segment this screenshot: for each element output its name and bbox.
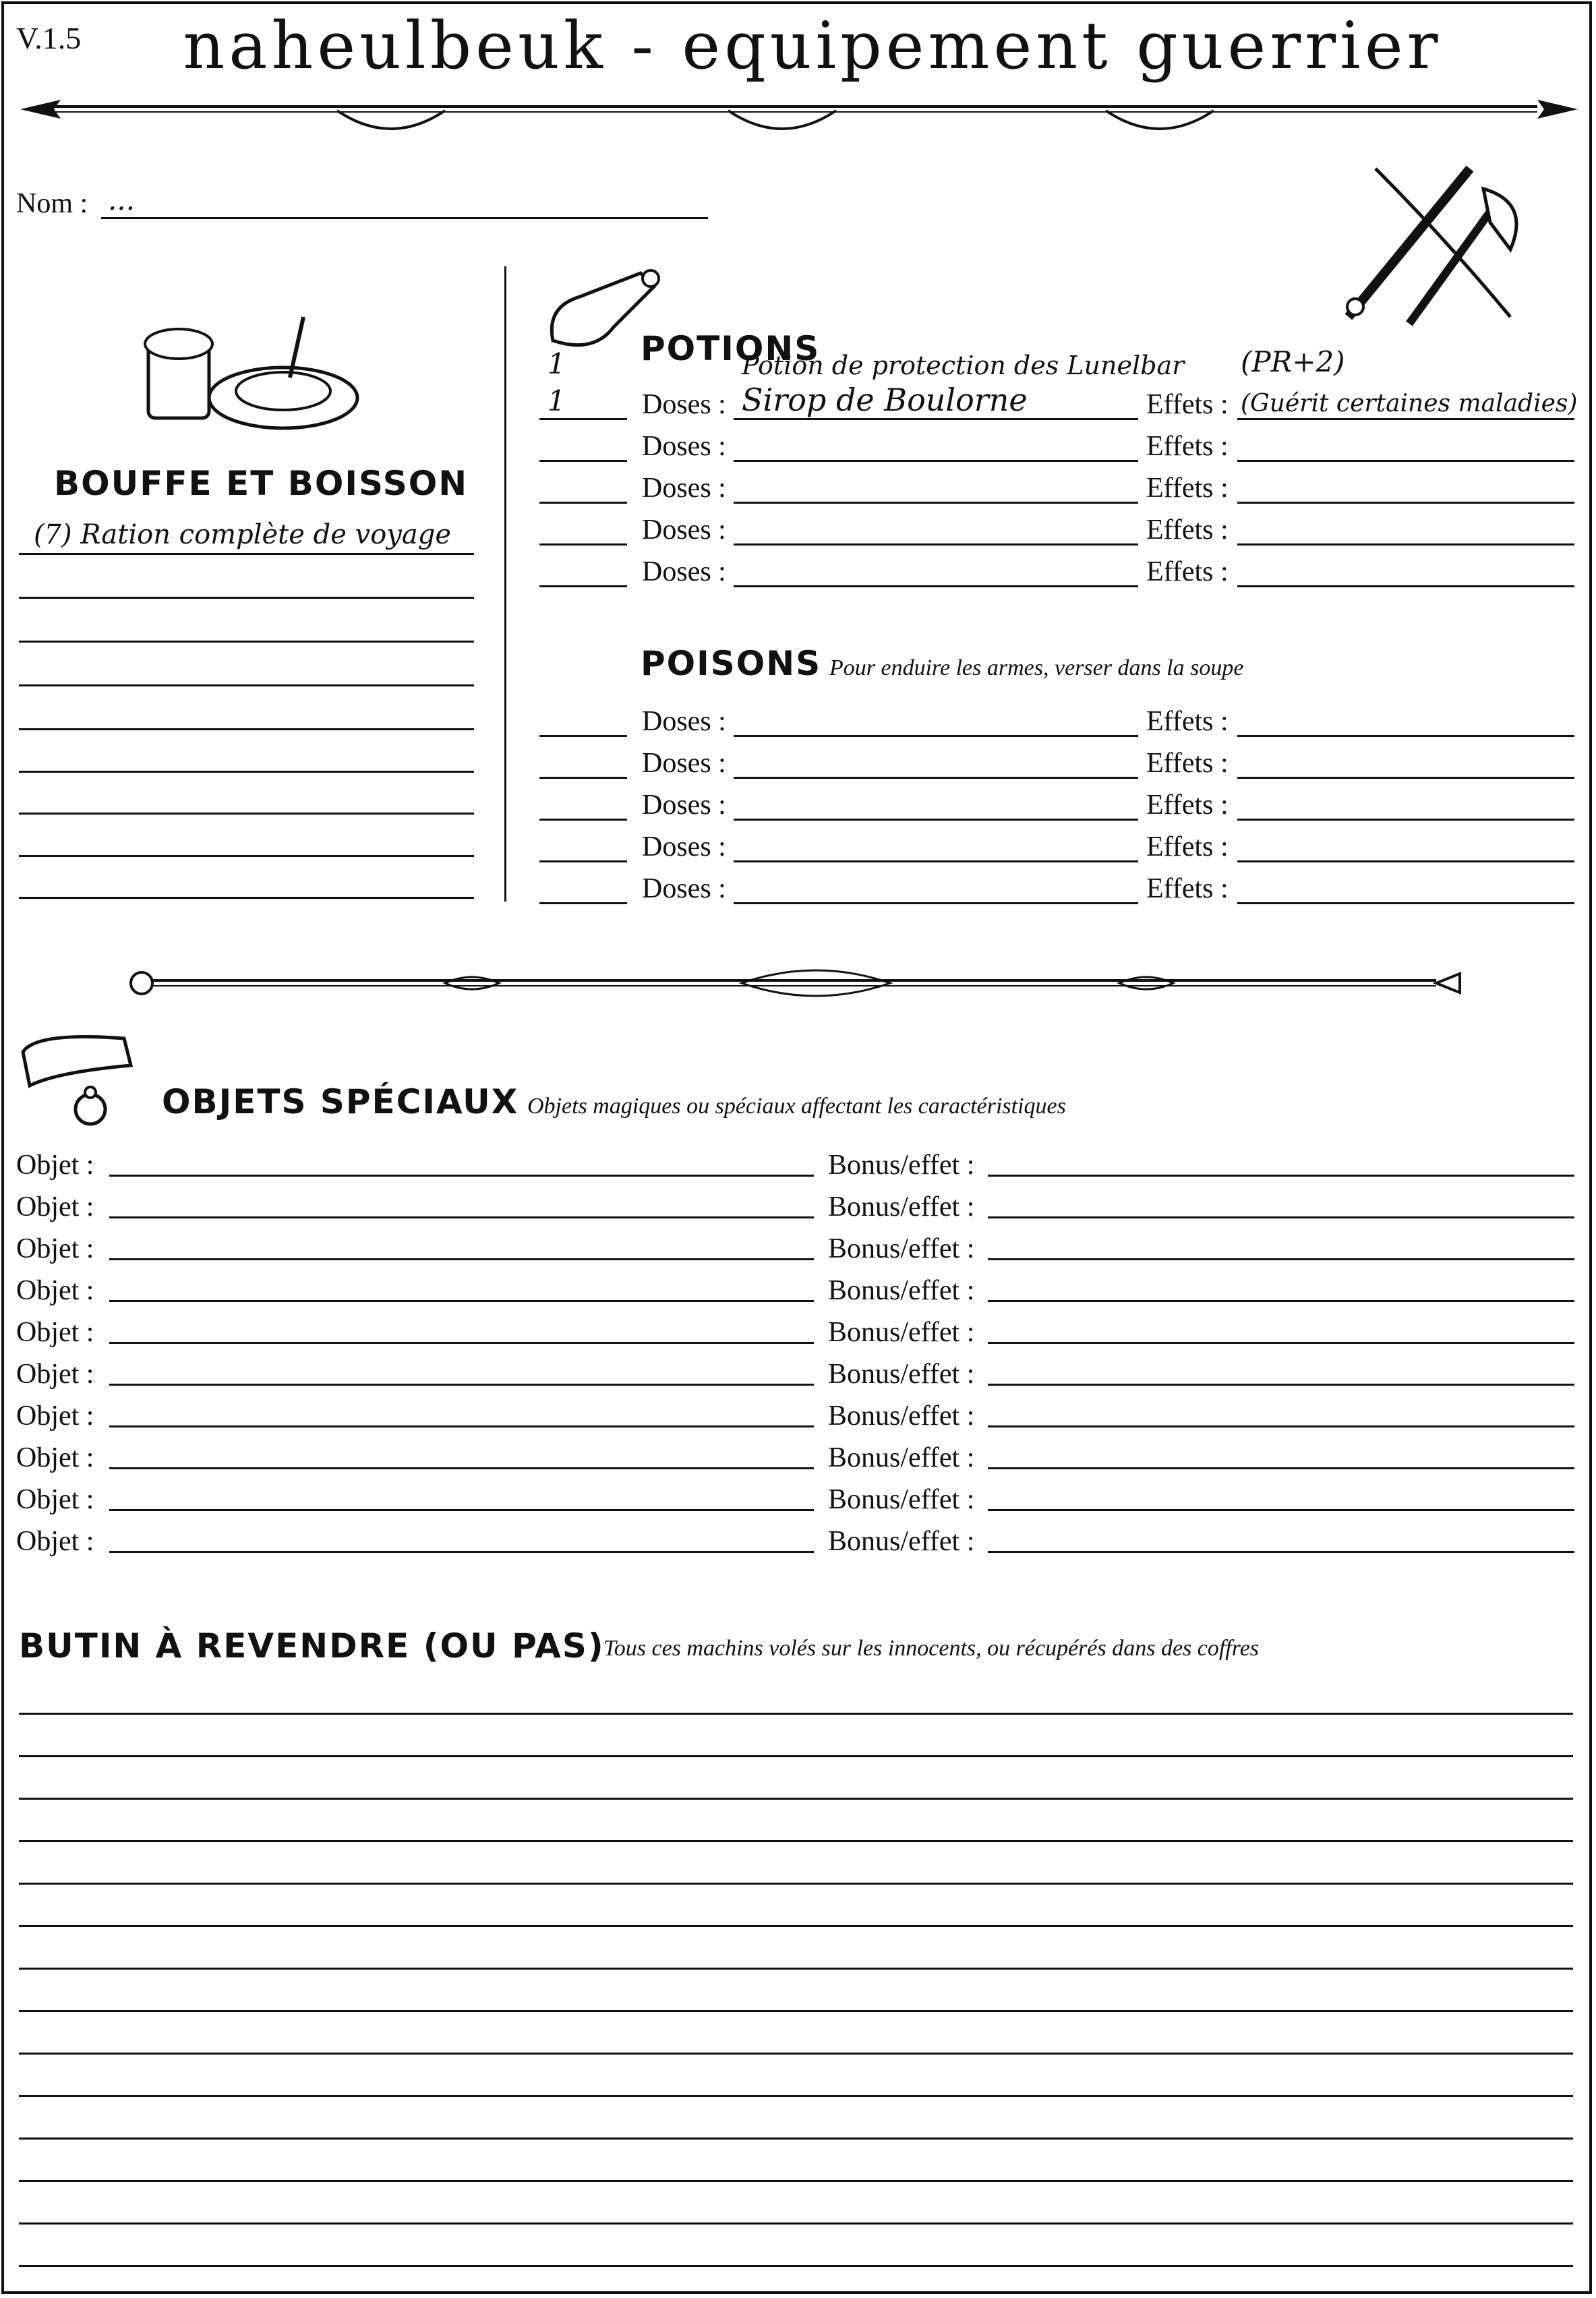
poison-name-line	[734, 902, 1138, 904]
effets-label: Effets :	[1146, 431, 1229, 462]
bonus-line	[988, 1467, 1574, 1469]
poison-effect-line	[1237, 860, 1574, 862]
poison-name-line	[734, 819, 1138, 821]
doses-label: Doses :	[642, 473, 726, 504]
butin-line	[19, 2138, 1573, 2140]
doses-label: Doses :	[642, 556, 726, 587]
doses-label: Doses :	[642, 831, 726, 862]
poison-qty-line	[539, 860, 627, 862]
poison-name-line	[734, 735, 1138, 737]
potion-qty-line	[539, 460, 627, 462]
butin-line	[19, 1925, 1573, 1927]
bonus-line	[988, 1425, 1574, 1427]
bouffe-title: BOUFFE ET BOISSON	[54, 464, 469, 503]
poison-qty-line	[539, 735, 627, 737]
butin-line	[19, 1713, 1573, 1715]
nom-line	[101, 217, 708, 219]
butin-line	[19, 1840, 1573, 1842]
doses-label: Doses :	[642, 389, 726, 420]
bonus-label: Bonus/effet :	[828, 1401, 975, 1432]
weapons-icon	[1335, 155, 1531, 337]
potions-title: POTIONS	[641, 329, 821, 368]
objet-label: Objet :	[16, 1150, 94, 1181]
objet-label: Objet :	[16, 1401, 94, 1432]
potion-effect-1[interactable]: (PR+2)	[1241, 345, 1345, 378]
potion-effect-line	[1237, 460, 1574, 462]
butin-line	[19, 2053, 1573, 2055]
objet-line	[109, 1551, 814, 1553]
effets-label: Effets :	[1146, 556, 1229, 587]
bouffe-line	[19, 597, 474, 599]
bouffe-line	[19, 813, 474, 815]
potion-name-line	[734, 585, 1138, 587]
doses-label: Doses :	[642, 748, 726, 779]
butin-line	[19, 1798, 1573, 1800]
potion-qty-1[interactable]: 1	[548, 347, 566, 380]
butin-line	[19, 1968, 1573, 1970]
objet-line	[109, 1384, 814, 1386]
potion-effect-line	[1237, 502, 1574, 504]
poison-effect-line	[1237, 902, 1574, 904]
potion-qty-line	[539, 418, 627, 420]
objet-line	[109, 1467, 814, 1469]
bonus-line	[988, 1175, 1574, 1177]
objet-line	[109, 1258, 814, 1260]
bonus-label: Bonus/effet :	[828, 1359, 975, 1390]
objet-label: Objet :	[16, 1317, 94, 1348]
poison-effect-line	[1237, 819, 1574, 821]
objet-line	[109, 1509, 814, 1511]
food-icon	[135, 303, 364, 438]
potion-name-line	[734, 502, 1138, 504]
effets-label: Effets :	[1146, 831, 1229, 862]
potion-effect-2[interactable]: (Guérit certaines maladies)	[1241, 390, 1578, 417]
objet-label: Objet :	[16, 1191, 94, 1222]
objet-label: Objet :	[16, 1359, 94, 1390]
butin-subtitle: Tous ces machins volés sur les innocents, ou récupérés dans des coffres	[603, 1636, 1260, 1661]
objet-line	[109, 1175, 814, 1177]
poison-qty-line	[539, 902, 627, 904]
bouffe-line	[19, 641, 474, 643]
bonus-label: Bonus/effet :	[828, 1484, 975, 1515]
doses-label: Doses :	[642, 873, 726, 904]
poison-name-line	[734, 777, 1138, 779]
staff-divider-icon	[121, 958, 1463, 1005]
potion-qty-2[interactable]: 1	[548, 384, 566, 417]
bonus-label: Bonus/effet :	[828, 1526, 975, 1557]
potion-name-1[interactable]: Potion de protection des Lunelbar	[742, 351, 1185, 380]
nom-value[interactable]: ...	[108, 183, 136, 216]
effets-label: Effets :	[1146, 473, 1229, 504]
bonus-label: Bonus/effet :	[828, 1191, 975, 1222]
butin-line	[19, 2010, 1573, 2012]
poisons-title: POISONS	[641, 644, 822, 683]
bonus-line	[988, 1509, 1574, 1511]
bonus-line	[988, 1258, 1574, 1260]
bonus-label: Bonus/effet :	[828, 1442, 975, 1473]
bonus-line	[988, 1300, 1574, 1302]
butin-title: BUTIN À REVENDRE (OU PAS)	[19, 1626, 605, 1666]
objet-line	[109, 1300, 814, 1302]
objet-label: Objet :	[16, 1275, 94, 1306]
effets-label: Effets :	[1146, 389, 1229, 420]
bonus-label: Bonus/effet :	[828, 1233, 975, 1264]
nom-label: Nom :	[16, 188, 88, 219]
potion-name-line	[734, 543, 1138, 546]
page-title: naheulbeuk - equipement guerrier	[183, 8, 1442, 84]
potion-name-2[interactable]: Sirop de Boulorne	[742, 382, 1028, 418]
potion-name-line	[734, 418, 1138, 420]
bonus-line	[988, 1551, 1574, 1553]
poison-qty-line	[539, 777, 627, 779]
bouffe-line	[19, 897, 474, 899]
potion-effect-line	[1237, 418, 1574, 420]
butin-line	[19, 2180, 1573, 2182]
effets-label: Effets :	[1146, 514, 1229, 546]
bouffe-entry-1[interactable]: (7) Ration complète de voyage	[34, 519, 452, 550]
doses-label: Doses :	[642, 790, 726, 821]
potion-qty-line	[539, 585, 627, 587]
potion-qty-line	[539, 502, 627, 504]
objet-label: Objet :	[16, 1526, 94, 1557]
effets-label: Effets :	[1146, 706, 1229, 737]
potion-name-line	[734, 460, 1138, 462]
objet-label: Objet :	[16, 1484, 94, 1515]
objet-line	[109, 1425, 814, 1427]
column-divider	[504, 266, 506, 902]
version-label: V.1.5	[16, 21, 82, 55]
effets-label: Effets :	[1146, 748, 1229, 779]
bonus-label: Bonus/effet :	[828, 1150, 975, 1181]
bouffe-line	[19, 684, 474, 686]
doses-label: Doses :	[642, 514, 726, 546]
doses-label: Doses :	[642, 431, 726, 462]
poison-effect-line	[1237, 777, 1574, 779]
objet-label: Objet :	[16, 1442, 94, 1473]
objet-label: Objet :	[16, 1233, 94, 1264]
bonus-line	[988, 1384, 1574, 1386]
potion-effect-line	[1237, 585, 1574, 587]
scroll-ring-icon	[16, 1025, 151, 1133]
potion-qty-line	[539, 543, 627, 546]
effets-label: Effets :	[1146, 873, 1229, 904]
doses-label: Doses :	[642, 706, 726, 737]
objet-line	[109, 1342, 814, 1344]
butin-line	[19, 1883, 1573, 1885]
bonus-label: Bonus/effet :	[828, 1317, 975, 1348]
bonus-line	[988, 1342, 1574, 1344]
spear-divider-icon	[13, 86, 1585, 147]
potion-effect-line	[1237, 543, 1574, 546]
butin-line	[19, 2222, 1573, 2225]
bouffe-line	[19, 771, 474, 773]
poison-name-line	[734, 860, 1138, 862]
butin-line	[19, 2265, 1573, 2267]
objets-title: OBJETS SPÉCIAUX	[162, 1082, 519, 1121]
objets-subtitle: Objets magiques ou spéciaux affectant les caractéristiques	[527, 1094, 1066, 1119]
poisons-subtitle: Pour enduire les armes, verser dans la soupe	[829, 655, 1244, 680]
bonus-line	[988, 1216, 1574, 1218]
poison-qty-line	[539, 819, 627, 821]
bonus-label: Bonus/effet :	[828, 1275, 975, 1306]
butin-line	[19, 2095, 1573, 2097]
bouffe-line	[19, 855, 474, 857]
bouffe-line	[19, 728, 474, 730]
objet-line	[109, 1216, 814, 1218]
bouffe-line	[19, 553, 474, 555]
poison-effect-line	[1237, 735, 1574, 737]
butin-line	[19, 1755, 1573, 1757]
effets-label: Effets :	[1146, 790, 1229, 821]
